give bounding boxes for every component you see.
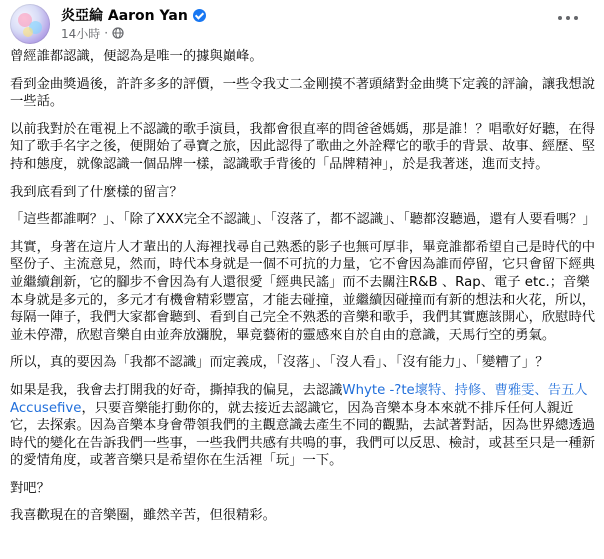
verified-badge-icon — [193, 9, 206, 22]
post-meta — [61, 25, 124, 41]
author-name[interactable]: 炎亞綸 Aaron Yan — [61, 8, 188, 24]
post-paragraph — [10, 382, 598, 470]
more-options-icon[interactable] — [554, 8, 582, 28]
post-paragraph: 所以，真的要因為「我都不認識」而定義成，「沒落」、「沒人看」、「沒有能力」、「變糟了」？ — [10, 355, 549, 371]
post-paragraph: 我喜歡現在的音樂圈，雖然辛苦，但很精彩。 — [10, 508, 276, 524]
paragraph-text: ，只要音樂能打動你的，就去接近去認識它，因為音樂本身本來就不排斥任何人親近它，去探索。因為音樂本身會帶領我們的主觀意識去產生不同的觀點，去試著對話，因為世界總透過時代的變化在告訴我們一些事，一些我們共感有共鳴的事，我們可以反思、檢討，或甚至只是一種新的愛情角度，或著音樂只是希望你在生活裡「玩」一下。 — [10, 400, 596, 469]
meta-separator: · — [104, 26, 109, 40]
post-paragraph: 我到底看到了什麼樣的留言？ — [10, 184, 183, 200]
author-row — [61, 5, 206, 25]
post-paragraph: 對吧？ — [10, 480, 50, 496]
post-paragraph: 「這些都誰啊？」、「除了XXX完全不認識」、「沒落了，都不認識」、「聽都沒聽過，還有人要看嗎？」 — [10, 212, 596, 228]
post-header — [0, 0, 604, 44]
paragraph-text: 如果是我，我會去打開我的好奇，撕掉我的偏見，去認識 — [10, 382, 343, 398]
post-timestamp[interactable]: 14小時 — [61, 26, 101, 41]
post-paragraph: 曾經誰都認識，便認為是唯一的據與巔峰。 — [10, 49, 263, 64]
post-body — [10, 48, 598, 535]
artist-links[interactable]: Whyte -?te壞特、持修、曹雅雯、告五人 Accusefive — [10, 382, 588, 416]
avatar[interactable] — [10, 4, 50, 44]
globe-icon — [112, 27, 124, 39]
post-paragraph: 以前我對於在電視上不認識的歌手演員，我都會很直率的問爸爸媽媽，那是誰！？唱歌好好聽，在得知了歌手名字之後，便開始了尋寶之旅，因此認得了歌曲之外詮釋它的歌手的背景、故事、經歷、堅持和態度，就像認識一個品牌一樣，認識歌手背後的「品牌精神」，於是我著迷，進而支持。 — [10, 121, 596, 172]
post-paragraph: 看到金曲獎過後，許許多多的評價，一些令我丈二金剛摸不著頭緒對金曲獎下定義的評論，讓我想說一些話。 — [10, 76, 596, 110]
post-paragraph: 其實，身著在這片人才輩出的人海裡找尋自己熟悉的影子也無可厚非，畢竟誰都希望自己是時代的中堅份子、主流意見，然而，時代本身就是一個不可抗的力量，它不會因為誰而停留，它只會留下經典並繼續創新，它的腳步不會因為有人還很愛「經典民謠」而不去關注R&B 、Rap、電子 etc.；音樂本身就是多元的，多元才有機會精彩豐富，才能去碰撞，並繼續因碰撞而有新的想法和火花，所以，每隔一陣子，我們大家都會聽到、看到自己完全不熟悉的音樂和歌手，我們其實應該開心，欣慰時代並未停滯，欣慰音樂自由並奔放瀰脫，畢竟藝術的靈感來自於自由的意識，天馬行空的勇氣。 — [10, 239, 596, 343]
